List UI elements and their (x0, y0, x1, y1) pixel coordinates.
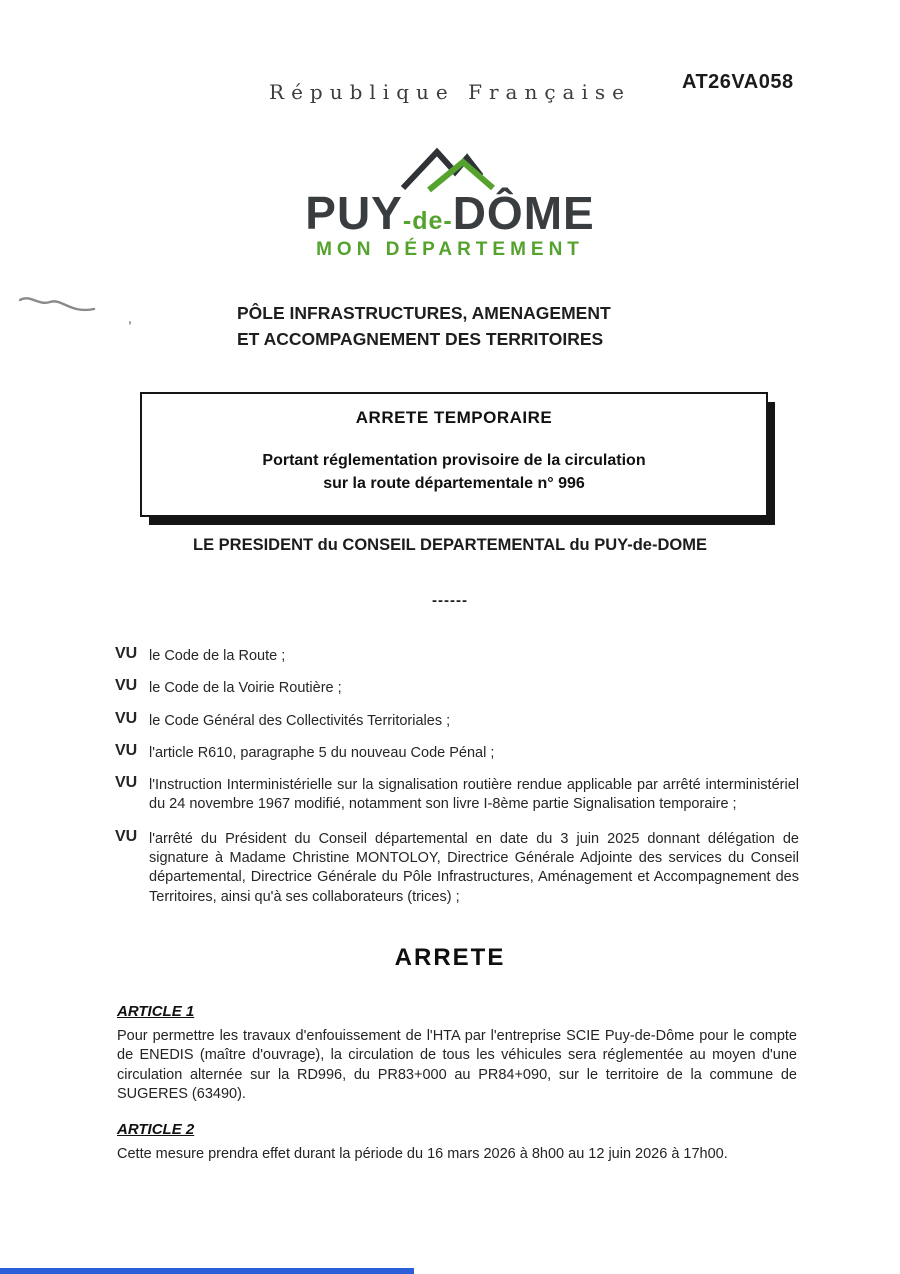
division-line1: PÔLE INFRASTRUCTURES, AMENAGEMENT (237, 303, 611, 323)
vu-item (115, 710, 799, 731)
reference-number: AT26VA058 (682, 71, 794, 93)
handwritten-mark (18, 292, 96, 323)
logo-de: -de- (402, 207, 453, 235)
department-logo (0, 142, 900, 261)
article-2-text: Cette mesure prendra effet durant la période du 16 mars 2026 à 8h00 au 12 juin 2026 à 17h00. (117, 1145, 728, 1162)
separator-dashes: ------ (432, 592, 468, 609)
division-heading (237, 300, 611, 353)
vu-item (115, 645, 799, 666)
vu-label: VU (115, 645, 138, 662)
logo-dome: DÔME (452, 187, 595, 239)
president-line: LE PRESIDENT du CONSEIL DEPARTEMENTAL du PUY-de-DOME (193, 536, 707, 554)
vu-text: le Code de la Route ; (149, 648, 286, 664)
logo-puy: PUY (305, 187, 403, 239)
vu-label: VU (115, 827, 138, 845)
pen-dot-mark: , (128, 310, 132, 326)
article-1-text: Pour permettre les travaux d'enfouissement de l'HTA par l'entreprise SCIE Puy-de-Dôme pour le compte de ENEDIS (maître d'ouvrage), la circulation de tous les véhicules sera réglementée au moyen d'une circulation alternée sur la RD996, du PR83+000 au PR84+090, sur le territoire de la commune de SUGERES (63490). (117, 1028, 797, 1103)
order-box-subtitle-line1: Portant réglementation provisoire de la circulation (262, 452, 646, 469)
articles-section (117, 1003, 797, 1180)
article-2-title: ARTICLE 2 (117, 1120, 195, 1138)
vu-text: le Code de la Voirie Routière ; (149, 680, 342, 697)
order-box-subtitle-line2: sur la route départementale n° 996 (323, 475, 585, 493)
vu-label: VU (115, 774, 138, 792)
division-line2: ET ACCOMPAGNEMENT DES TERRITOIRES (237, 329, 604, 350)
vu-list (115, 645, 799, 920)
vu-item (115, 828, 799, 907)
vu-text: l'arrêté du Président du Conseil départemental en date du 3 juin 2025 donnant délégation de signature à Madame Christine MONTOLOY, Directrice Générale Adjointe des services du Conseil départemental, Directrice Générale du Pôle Infrastructures, Aménagement et Accompagnement des Territoires, ainsi qu'à ses collaborateurs (trices) ; (149, 830, 799, 905)
vu-item (115, 774, 799, 815)
vu-text: l'Instruction Interministérielle sur la signalisation routière rendue applicable par arrêté interministériel du 24 novembre 1967 modifié, notamment son livre I-8ème partie Signalisation temporaire ; (149, 777, 799, 813)
vu-label: VU (115, 709, 138, 727)
republic-heading: République Française (269, 80, 631, 104)
vu-text: le Code Général des Collectivités Territoriales ; (149, 712, 451, 729)
article (117, 1003, 797, 1105)
order-box-title: ARRETE TEMPORAIRE (355, 408, 553, 427)
order-title-box (140, 392, 768, 517)
vu-label: VU (115, 741, 138, 759)
mountains-icon (0, 142, 900, 194)
vu-label: VU (115, 677, 138, 695)
logo-tagline: MON DÉPARTEMENT (316, 239, 584, 260)
article (117, 1121, 797, 1164)
vu-text: l'article R610, paragraphe 5 du nouveau Code Pénal ; (149, 744, 495, 761)
arrete-heading: ARRETE (394, 944, 506, 971)
order-box-subtitle (166, 449, 742, 495)
vu-item (115, 677, 799, 698)
vu-item (115, 742, 799, 763)
article-1-title: ARTICLE 1 (117, 1003, 195, 1020)
scan-edge-line (0, 1268, 414, 1274)
logo-wordmark (0, 187, 900, 239)
